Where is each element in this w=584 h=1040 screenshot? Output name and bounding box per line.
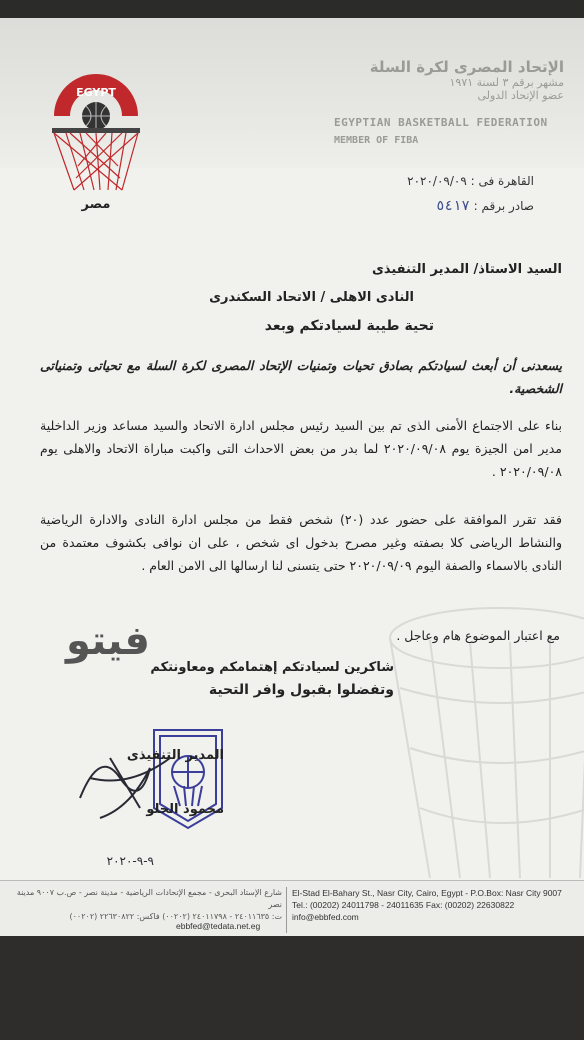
date-value: ٢٠٢٠/٠٩/٠٩	[407, 174, 467, 188]
federation-logo	[50, 70, 142, 215]
thanks-line-1: شاكرين لسيادتكم إهتمامكم ومعاونتكم	[150, 660, 394, 675]
footer-email: info@ebbfed.com	[292, 912, 359, 922]
footer-phone-ar: ت: ٢٤٠١١٦٣٥ - ٢٤٠١١٧٩٨ (٠٠٢٠٢) فاكس: ٢٢٦٣٠٨٢٢ (٠٠٢٠٢)	[69, 912, 282, 921]
member-en: MEMBER OF FIBA	[334, 135, 419, 146]
signatory-title: المدير التنفيذى	[126, 748, 224, 763]
org-name-ar: الإتحاد المصرى لكرة السلة	[369, 58, 564, 76]
footer	[0, 880, 584, 936]
handwritten-date: ٩-٩-٢٠٢٠	[106, 854, 154, 868]
intro-paragraph: يسعدنى أن أبعث لسيادتكم بصادق تحيات وتمنيات الإتحاد المصرى لكرة السلة مع تحياتى وتمنياتى الشخصية.	[40, 358, 562, 396]
header-english	[334, 116, 564, 146]
footer-english	[292, 887, 577, 923]
greeting: تحية طيبة لسيادتكم وبعد	[264, 318, 434, 334]
vito-watermark: فيتو	[66, 618, 150, 664]
signatory-name: محمود الحلو	[146, 802, 224, 817]
footer-email-2: ebbfed@tedata.net.eg	[176, 921, 261, 931]
paragraph-meeting: بناء على الاجتماع الأمنى الذى تم بين السيد رئيس مجلس ادارة الاتحاد والسيد مساعد وزير الداخلية مدير امن الجيزة يوم ٢٠٢٠/٠٩/٠٨ لما بدر من بعض الاحداث التى واكبت مباراة الاتحاد والاهلى يوم ٢٠٢٠/٠٩/٠٨ .	[40, 418, 562, 479]
footer-phone-en: Tel.: (00202) 24011798 - 24011635 Fax: (00202) 22630822	[292, 900, 515, 910]
logo-misr-text: مصر	[81, 197, 111, 212]
member-ar: عضو الإتحاد الدولى	[477, 89, 564, 102]
registration-ar: مشهر برقم ٣ لسنة ١٩٧١	[449, 76, 564, 89]
recipient-clubs: النادى الاهلى / الاتحاد السكندرى	[209, 290, 414, 305]
paragraph-decision: فقد تقرر الموافقة على حضور عدد (٢٠) شخص فقط من مجلس ادارة النادى والادارة الرياضية والنشاط الرياضى كلا بصفته وغير مصرح بدخول اى شخص ، على ان نوافى بكشوف معتمدة من النادى بالاسماء والصفة اليوم ٢٠٢٠/٠٩/٠٩ حتى يتسنى لنا ارسالها الى الامن العام .	[40, 512, 562, 573]
reference-line	[314, 198, 534, 214]
header-arabic	[334, 58, 564, 102]
thanks-line-2: وتفضلوا بقبول وافر التحية	[208, 682, 394, 698]
footer-divider	[286, 887, 287, 933]
reference-label: صادر برقم :	[473, 199, 534, 213]
footer-address-en: El-Stad El-Bahary St., Nasr City, Cairo, Egypt - P.O.Box: Nasr City 9007	[292, 888, 562, 898]
footer-address-ar: شارع الإستاد البحرى - مجمع الإتحادات الرياضية - مدينة نصر - ص.ب ٩٠٠٧ مدينة نصر	[16, 888, 282, 909]
handwritten-signature	[70, 738, 190, 828]
date-label: القاهرة فى :	[470, 174, 534, 188]
background-surface	[0, 936, 584, 1040]
footer-arabic	[14, 887, 282, 923]
reference-number: ٥٤١٧	[436, 198, 470, 214]
date-line	[314, 174, 534, 188]
recipient-title: السيد الاستاذ/ المدير التنفيذى	[371, 262, 562, 277]
paragraph-urgent: مع اعتبار الموضوع هام وعاجل .	[396, 628, 560, 643]
org-name-en: EGYPTIAN BASKETBALL FEDERATION	[334, 116, 548, 129]
letter-sheet	[0, 18, 584, 936]
logo-egypt-text: EGYPT	[76, 86, 116, 99]
